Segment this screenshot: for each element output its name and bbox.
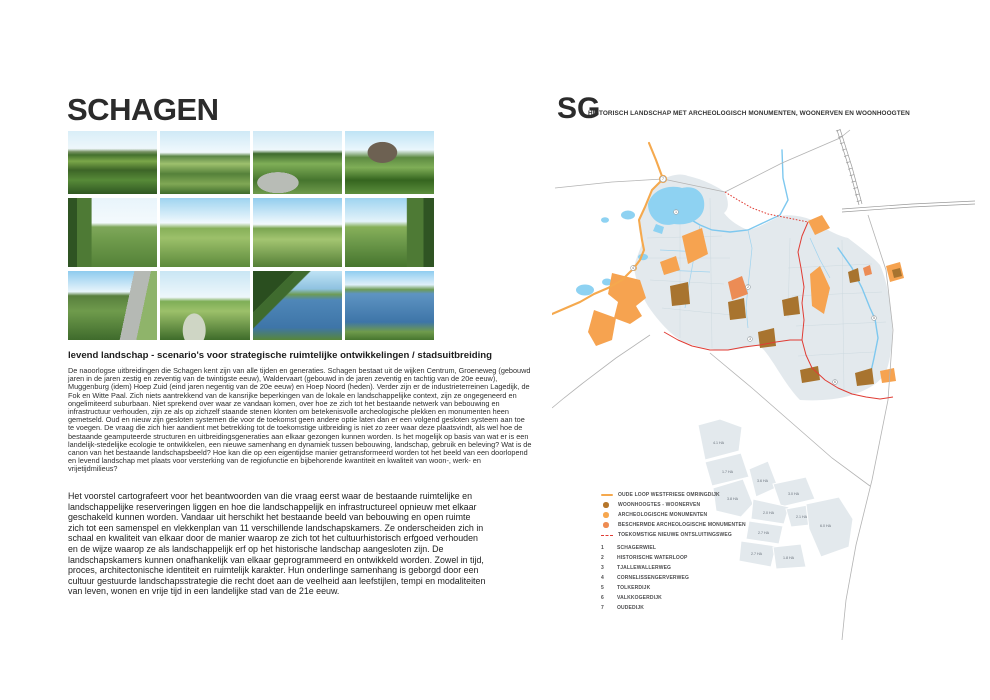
photo-landscape-5: [68, 198, 157, 267]
legend-numbered-list: [601, 543, 811, 613]
photo-landscape-12: [345, 271, 434, 340]
parcel-area-label: 4.1 HA: [713, 441, 724, 445]
paragraph-proposal: Het voorstel cartografeert voor het beantwoorden van die vraag eerst waar de bestaande ruimtelijke en landschappelijke reserveringen liggen en hoe die landschappelijk en infrastructureel opnieuw met elkaar geschakeld kunnen worden. Vandaar uit herschikt het bestaande beeld van bebouwing en open ruimte zich tot een samenspel en vlekkenplan van 11 verschillende landschapskamers. Ze onderscheiden zich in schaal en kwaliteit van elkaar door de manier waarop ze zich tot het cultuurhistorisch erfgoed verhouden en de wijze waarop ze als landschappelijk erf op het historische landschap aangesloten zijn. De landschapskamers kunnen onafhankelijk van elkaar geprogrammeerd en ontwikkeld worden. Zowel in tijd, proces, architectonische identiteit en ruimtelijk karakter. Hun onderlinge samenhang is geborgd door een cultuur gestuurde landschapsstrategie die recht doet aan de veelheid aan leefstijlen, tempi en modaliteiten van leven, wonen en vrije tijd in een landelijke stad van de 21e eeuw.: [68, 491, 486, 597]
legend-item: [601, 520, 811, 530]
photo-landscape-4: [345, 131, 434, 194]
legend-label: OUDE LOOP WESTFRIESE OMRINGDIJK: [618, 492, 720, 498]
photo-landscape-10: [160, 271, 249, 340]
section-heading: levend landschap - scenario's voor strategische ruimtelijke ontwikkelingen / stadsuitbreiding: [68, 350, 492, 361]
legend-numbered-item: [601, 593, 811, 603]
legend-number: 6: [601, 595, 604, 601]
photo-landscape-8: [345, 198, 434, 267]
map-marker-number: 4: [632, 266, 634, 271]
legend-number: 3: [601, 565, 604, 571]
legend-numbered-item: [601, 543, 811, 553]
railway: [837, 129, 975, 212]
monument-dot-icon: [603, 512, 609, 518]
parcel-area-label: 2.7 HA: [758, 531, 769, 535]
photo-grid: [68, 131, 434, 342]
legend-numbered-item: [601, 573, 811, 583]
legend-label: BESCHERMDE ARCHEOLOGISCHE MONUMENTEN: [618, 522, 746, 528]
legend-number: 7: [601, 605, 604, 611]
legend-label: SCHAGERWIEL: [617, 545, 657, 551]
legend-symbol-list: [601, 490, 811, 540]
map-marker-number: 1: [675, 210, 677, 215]
legend-numbered-item: [601, 553, 811, 563]
photo-landscape-7: [253, 198, 342, 267]
map-legend: [601, 490, 811, 613]
parcel-area-label: 1.8 HA: [783, 556, 794, 560]
legend-numbered-item: [601, 563, 811, 573]
legend-number: 5: [601, 585, 604, 591]
legend-number: 1: [601, 545, 604, 551]
legend-label: HISTORISCHE WATERLOOP: [617, 555, 688, 561]
parcel-area-label: 1.7 HA: [722, 470, 733, 474]
legend-number: 2: [601, 555, 604, 561]
parcel-area-label: 3.0 HA: [788, 492, 799, 496]
protected-monument-dot-icon: [603, 522, 609, 528]
page-title: SCHAGEN: [67, 92, 219, 127]
legend-label: CORNELISSENGERVERWEG: [617, 575, 689, 581]
legend-numbered-item: [601, 603, 811, 613]
landschapskamer-parcel: [698, 419, 742, 460]
new-road-dash-icon: [601, 535, 613, 536]
legend-number: 4: [601, 575, 604, 581]
legend-label: OUDEDIJK: [617, 605, 645, 611]
legend-label: TOEKOMSTIGE NIEUWE ONTSLUITINGSWEG: [618, 532, 732, 538]
legend-label: TJALLEWALLERWEG: [617, 565, 672, 571]
paragraph-intro: De naoorlogse uitbreidingen die Schagen kent zijn van alle tijden en generaties. Schagen bestaat uit de wijken Centrum, Groeneweg (gebouwd jaren in de jaren zestig en zeventig van de twintigste eeuw), Waldervaart (gebouwd in de jaren zeventig en tachtig van de 20e eeuw), Muggenburg (idem) Hoep Zuid (eind jaren negentig van de 20e eeuw) en Hoep Noord (heden). Verder zijn er de industrieterreinen Lagedijk, de Fok en Witte Paal. Zich niets aantrekkend van de kansrijke beperkingen van de lokale en landschappelijke context, zijn ze ongegeneerd en ongelimiteerd suburbaan. Niet sprekend over waar ze vandaan komen, over hoe ze zich tot het bestaande netwerk van bebouwing en infrastructuur verhouden, zijn ze als op zichzelf staande stenen klonten om betekenisvolle archeologische plekken en monumenten heen gemetseld. Oud en nieuw zijn gesloten systemen die voor de toekomst geen andere optie laten dan er een volgend gesloten systeem aan toe te voegen. De vraag die zich hier aandient met betrekking tot de toekomstige uitbreiding is niet zo zeer waar deze plaatsvindt, als wel hoe de bestaande geamputeerde structuren en uitbreidingsgeneraties aan elkaar gezongen kunnen worden. Is het mogelijk op basis van wat er is een landelijk-stedelijke ecologie te ontwikkelen, een nieuwe samenhang en dynamiek tussen bebouwing, landschap, gebruik en beleving? Wat is de canon van het bestaande landschapsbeeld? Hoe kan die op een eigentijdse manier getransformeerd worden tot het beeld van een doorlopend en levend landschap met plaats voor versterking van de regiofunctie en bijbehorende kwantiteit en kwaliteit van woon-, werk- en vrijetijdmilieus?: [68, 366, 532, 474]
map-marker-number: 3: [749, 337, 751, 342]
map-subtitle: HISTORISCH LANDSCHAP MET ARCHEOLOGISCH MONUMENTEN, WOONERVEN EN WOONHOOGTEN: [588, 110, 910, 117]
photo-landscape-2: [160, 131, 249, 194]
legend-item: [601, 510, 811, 520]
map-marker-number: 6: [834, 380, 836, 385]
parcel-area-label: 6.0 HA: [820, 524, 831, 528]
legend-label: WOONHOOGTES - WOONERVEN: [618, 502, 701, 508]
parcel-area-label: 2.7 HA: [751, 552, 762, 556]
parcel-area-label: 3.8 HA: [727, 497, 738, 501]
map-marker-number: 7: [662, 177, 664, 182]
legend-item: [601, 530, 811, 540]
map-code-title: SG: [557, 92, 601, 125]
photo-landscape-1: [68, 131, 157, 194]
parcel-area-label: 3.6 HA: [757, 479, 768, 483]
schagerwiel-lake: [648, 187, 704, 225]
legend-item: [601, 490, 811, 500]
legend-numbered-item: [601, 583, 811, 593]
woonhoogte-dot-icon: [603, 502, 609, 508]
dike-line-icon: [601, 494, 613, 496]
parcel-area-label: 2.1 HA: [796, 515, 807, 519]
photo-landscape-11: [253, 271, 342, 340]
legend-item: [601, 500, 811, 510]
legend-label: ARCHEOLOGISCHE MONUMENTEN: [618, 512, 708, 518]
legend-label: VALKKOGERDIJK: [617, 595, 662, 601]
legend-label: TOLKERDIJK: [617, 585, 651, 591]
photo-landscape-6: [160, 198, 249, 267]
parcel-area-label: 2.0 HA: [763, 511, 774, 515]
photo-landscape-9: [68, 271, 157, 340]
photo-landscape-3: [253, 131, 342, 194]
map-marker-number: 5: [873, 316, 875, 321]
map-marker-number: 2: [747, 285, 749, 290]
